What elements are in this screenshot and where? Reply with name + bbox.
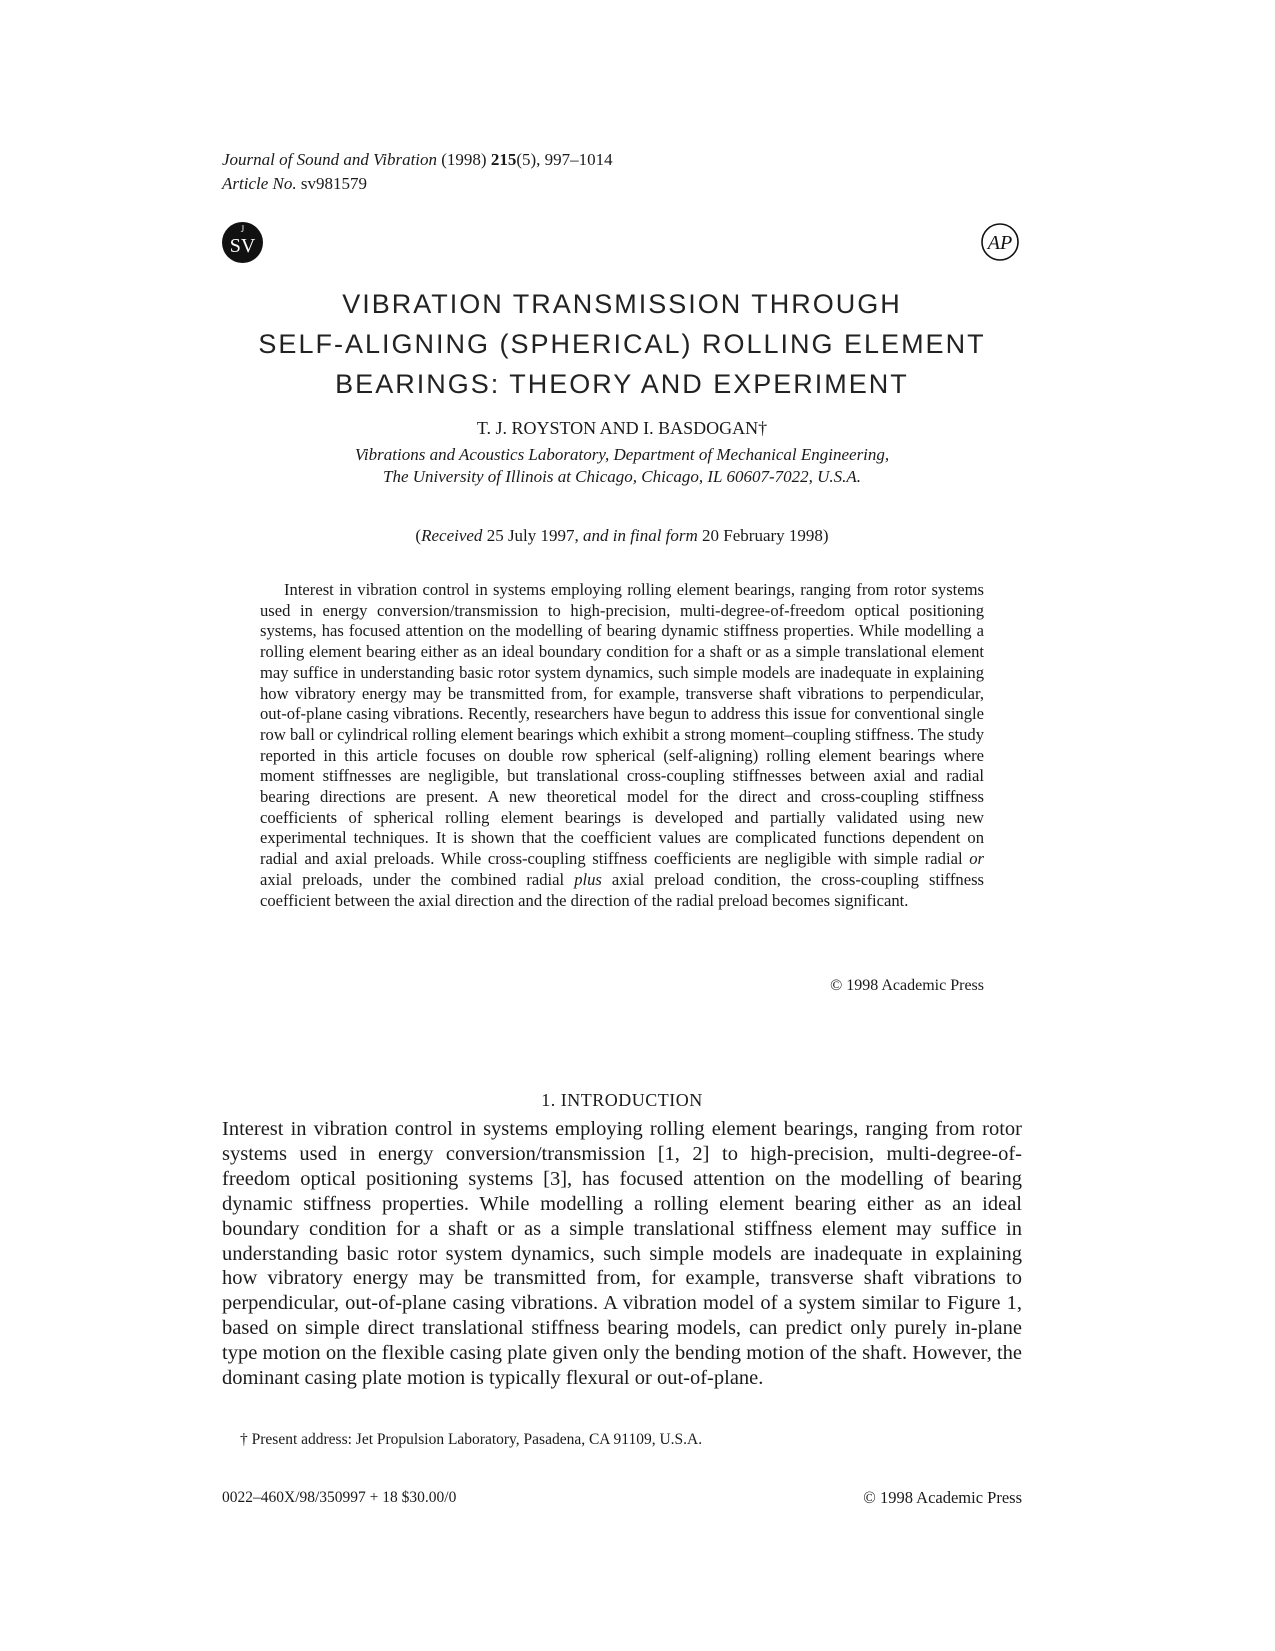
abstract-text-2: axial preloads, under the combined radial xyxy=(260,869,575,889)
article-label: Article No. xyxy=(222,174,297,193)
journal-name: Journal of Sound and Vibration xyxy=(222,150,438,169)
jsv-logo-sv: SV xyxy=(229,235,256,257)
received-open-paren: ( xyxy=(415,526,422,545)
final-form-label: and in final form xyxy=(583,526,698,545)
article-title xyxy=(222,284,1022,404)
final-form-date: 20 February 1998) xyxy=(697,526,829,545)
abstract xyxy=(260,580,984,911)
ap-logo-text: AP xyxy=(987,232,1013,254)
affiliation xyxy=(222,444,1022,488)
footer-copyright: © 1998 Academic Press xyxy=(863,1488,1022,1507)
journal-issue-pages: (5), 997–1014 xyxy=(516,150,613,169)
received-dates xyxy=(222,524,1022,548)
abstract-copyright: © 1998 Academic Press xyxy=(830,977,984,994)
affiliation-line-2: The University of Illinois at Chicago, Chicago, IL 60607-7022, U.S.A. xyxy=(382,467,862,486)
title-line-1: VIBRATION TRANSMISSION THROUGH xyxy=(342,289,902,319)
journal-line xyxy=(222,148,613,172)
jsv-logo-j: J xyxy=(240,224,245,234)
jsv-logo-icon xyxy=(222,222,263,263)
article-number-line xyxy=(222,172,613,196)
footnote: † Present address: Jet Propulsion Laboratory, Pasadena, CA 91109, U.S.A. xyxy=(240,1431,703,1448)
abstract-text-3: axial preload condition, the cross-coupling stiffness coefficient between the axial direction and the direction of the radial preload becomes significant. xyxy=(260,869,985,910)
received-label: Received xyxy=(421,526,483,545)
abstract-or: or xyxy=(969,849,984,869)
abstract-plus: plus xyxy=(574,869,602,889)
journal-volume: 215 xyxy=(490,150,517,169)
authors: T. J. ROYSTON AND I. BASDOGAN† xyxy=(476,418,768,438)
journal-year: (1998) xyxy=(441,150,487,169)
abstract-text-1: Interest in vibration control in systems employing rolling element bearings, ranging from rotor systems used in energy conversion/transmission to high-precision, multi-degree-of-freedom optical positioning systems, has focused attention on the modelling of bearing dynamic stiffness properties. While modelling a rolling element bearing either as an ideal boundary condition for a shaft or as a simple translational element may suffice in understanding basic rotor system dynamics, such simple models are inadequate in explaining how vibratory energy may be transmitted from, for example, transverse shaft vibrations to perpendicular, out-of-plane casing vibrations. Recently, researchers have begun to address this issue for conventional single row ball or cylindrical rolling element bearings which exhibit a strong moment–coupling stiffness. The study reported in this article focuses on double row spherical (self-aligning) rolling element bearings where moment stiffnesses are negligible, but translational cross-coupling stiffnesses between axial and radial bearing directions are present. A new theoretical model for the direct and cross-coupling stiffness coefficients of spherical rolling element bearings is developed and partially validated using new experimental techniques. It is shown that the coefficient values are complicated functions dependent on radial and axial preloads. While cross-coupling stiffness coefficients are negligible with simple radial xyxy=(260,580,984,869)
introduction-paragraph: Interest in vibration control in systems employing rolling element bearings, ranging from rotor systems used in energy conversion/transmission [1, 2] to high-precision, multi-degree-of-freedom optical positioning systems [3], has focused attention on the modelling of bearing dynamic stiffness properties. While modelling a rolling element bearing either as an ideal boundary condition for a shaft or as a simple translational stiffness element may suffice in understanding basic rotor system dynamics, such simple models are inadequate in explaining how vibratory energy may be transmitted from, for example, transverse shaft vibrations to perpendicular, out-of-plane casing vibrations. A vibration model of a system similar to Figure 1, based on simple direct translational stiffness bearing models, can predict only purely in-plane type motion on the flexible casing plate given only the bending motion of the shaft. However, the dominant casing plate motion is typically flexural or out-of-plane. xyxy=(222,1118,1022,1390)
article-id: sv981579 xyxy=(300,174,367,193)
affiliation-line-1: Vibrations and Acoustics Laboratory, Department of Mechanical Engineering, xyxy=(354,445,890,464)
footer-code: 0022–460X/98/350997 + 18 $30.00/0 xyxy=(222,1489,457,1506)
title-line-3: BEARINGS: THEORY AND EXPERIMENT xyxy=(335,369,909,399)
academic-press-logo-icon xyxy=(980,222,1020,262)
title-line-2: SELF-ALIGNING (SPHERICAL) ROLLING ELEMENT xyxy=(258,329,986,359)
received-date: 25 July 1997, xyxy=(482,526,584,545)
journal-citation xyxy=(222,148,613,196)
section-heading-introduction: 1. INTRODUCTION xyxy=(541,1090,703,1110)
